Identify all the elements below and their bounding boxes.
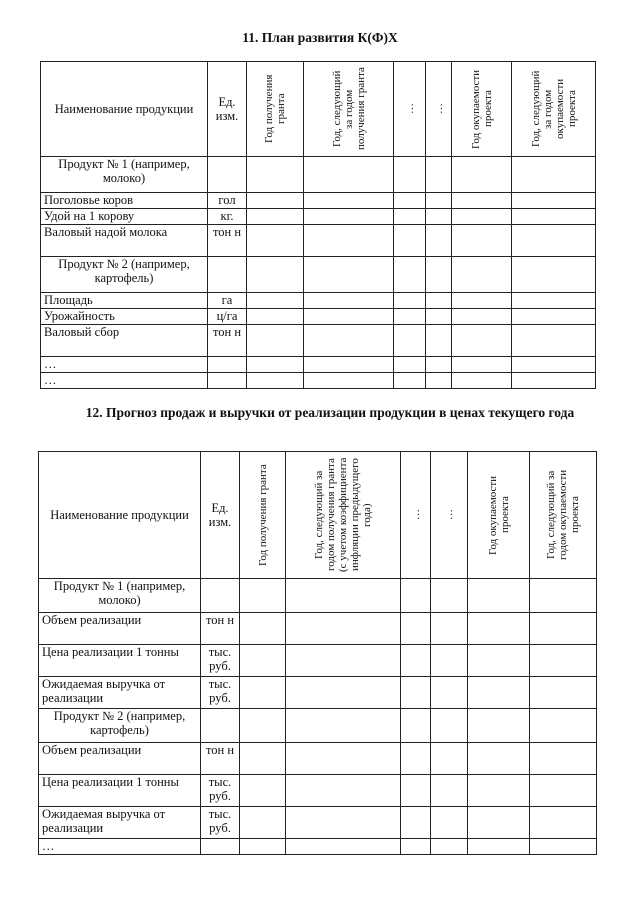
header-ellipsis-2: … — [432, 103, 445, 115]
row-name: Продукт № 1 (например, молоко) — [39, 579, 201, 613]
row-name: Площадь — [41, 293, 208, 309]
row-name: … — [41, 373, 208, 389]
header-ellipsis-1: … — [409, 509, 422, 521]
row-unit: тон н — [201, 743, 240, 775]
header-grant-year: Год получения гранта — [263, 74, 287, 144]
row-name: Валовый надой молока — [41, 225, 208, 257]
header-ellipsis-1: … — [403, 103, 416, 115]
table-row — [41, 325, 596, 357]
header-year-after-payback: Год, следующий за годом окупаемости проекта — [545, 469, 581, 561]
table-row — [39, 775, 597, 807]
row-unit: тыс. руб. — [201, 775, 240, 807]
row-name: Поголовье коров — [41, 193, 208, 209]
header-ellipsis-2: … — [443, 509, 455, 521]
row-name: Продукт № 2 (например, картофель) — [39, 709, 201, 743]
row-unit: тон н — [208, 325, 247, 357]
row-unit: тыс. руб. — [201, 645, 240, 677]
table-row — [39, 807, 597, 839]
table-row — [41, 225, 596, 257]
row-unit: ц/га — [208, 309, 247, 325]
table-row — [39, 677, 597, 709]
section-11-title: 11. План развития К(Ф)Х — [242, 30, 398, 45]
row-unit: кг. — [208, 209, 247, 225]
table-row — [39, 839, 597, 855]
row-name: Цена реализации 1 тонны — [39, 645, 201, 677]
row-name: Урожайность — [41, 309, 208, 325]
header-payback-year: Год окупаемости проекта — [486, 475, 511, 555]
row-unit: тон н — [208, 225, 247, 257]
table-row — [41, 357, 596, 373]
row-name: Объем реализации — [39, 743, 201, 775]
row-unit: тон н — [201, 613, 240, 645]
row-name: … — [41, 357, 208, 373]
table-row — [39, 579, 597, 613]
row-name: Объем реализации — [39, 613, 201, 645]
header-name: Наименование продукции — [39, 452, 201, 579]
table-row — [39, 613, 597, 645]
row-name: Продукт № 1 (например, молоко) — [41, 157, 208, 193]
row-unit: гол — [208, 193, 247, 209]
row-unit — [208, 157, 247, 193]
table-row — [39, 743, 597, 775]
table-row — [41, 309, 596, 325]
table-row — [39, 709, 597, 743]
row-unit: тыс. руб. — [201, 807, 240, 839]
section-12-title: 12. Прогноз продаж и выручки от реализации продукции в ценах текущего года — [85, 405, 575, 420]
header-unit: Ед. изм. — [208, 62, 247, 157]
sales-forecast-table — [38, 451, 597, 855]
table-row — [41, 257, 596, 293]
header-name: Наименование продукции — [41, 62, 208, 157]
row-unit — [201, 579, 240, 613]
row-name: … — [39, 839, 201, 855]
header-year-after-grant: Год, следующий за годом получения гранта — [330, 67, 367, 151]
header-grant-year: Год получения гранта — [256, 464, 269, 566]
table-row — [41, 293, 596, 309]
row-name: Валовый сбор — [41, 325, 208, 357]
row-unit — [208, 357, 247, 373]
row-unit — [208, 257, 247, 293]
header-year-after-grant: Год, следующий за годом получения гранта (с учетом коэффициента инфляции предыдущего года) — [313, 457, 373, 573]
table-row — [41, 209, 596, 225]
row-name: Ожидаемая выручка от реализации — [39, 807, 201, 839]
row-unit — [208, 373, 247, 389]
row-name: Цена реализации 1 тонны — [39, 775, 201, 807]
header-year-after-payback: Год, следующий за годом окупаемости проекта — [529, 70, 578, 148]
header-unit: Ед. изм. — [201, 452, 240, 579]
row-name: Удой на 1 корову — [41, 209, 208, 225]
development-plan-table — [40, 61, 596, 389]
row-unit: тыс. руб. — [201, 677, 240, 709]
row-unit: га — [208, 293, 247, 309]
row-name: Продукт № 2 (например, картофель) — [41, 257, 208, 293]
table-row — [41, 373, 596, 389]
table-row — [39, 645, 597, 677]
table-row — [41, 157, 596, 193]
row-name: Ожидаемая выручка от реализации — [39, 677, 201, 709]
row-unit — [201, 839, 240, 855]
table-row — [41, 193, 596, 209]
header-payback-year: Год окупаемости проекта — [469, 69, 494, 149]
row-unit — [201, 709, 240, 743]
